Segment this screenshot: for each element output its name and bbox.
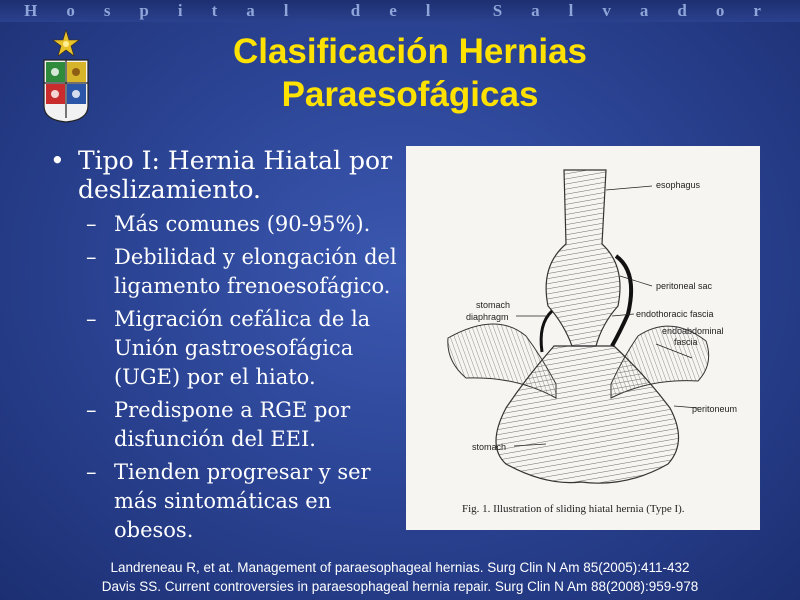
label-endothoracic-fascia: endothoracic fascia — [636, 309, 714, 319]
label-stomach-lower: stomach — [472, 442, 507, 452]
main-bullet-text: Tipo I: Hernia Hiatal por deslizamiento. — [78, 146, 393, 204]
sub-bullet-text: Migración cefálica de la Unión gastroesofágica (UGE) por el hiato. — [114, 307, 371, 389]
sub-bullet — [48, 243, 408, 301]
bullet-marker: • — [50, 146, 65, 175]
figure-caption: Fig. 1. Illustration of sliding hiatal hernia (Type I). — [462, 503, 685, 515]
sub-bullet — [48, 458, 408, 545]
sub-bullet — [48, 305, 408, 392]
label-diaphragm: diaphragm — [466, 312, 509, 322]
sub-bullet-marker: – — [86, 398, 97, 422]
institution-header: Hospital del Salvador — [0, 0, 800, 22]
main-bullet — [48, 146, 408, 204]
sub-bullet-text: Tienden progresar y ser más sintomáticas en obesos. — [114, 460, 371, 542]
shield-icon — [44, 60, 88, 122]
sub-bullet-text: Predispone a RGE por disfunción del EEI. — [114, 398, 351, 451]
sub-bullet-marker: – — [86, 307, 97, 331]
references — [0, 558, 800, 596]
reference-2: Davis SS. Current controversies in paraesophageal hernia repair. Surg Clin N Am 88(2008):959-978 — [101, 579, 699, 594]
reference-1: Landreneau R, et at. Management of paraesophageal hernias. Surg Clin N Am 85(2005):411-432 — [110, 560, 690, 575]
sub-bullet-marker: – — [86, 212, 97, 236]
star-icon — [53, 30, 79, 56]
hernia-illustration-figure — [406, 146, 760, 530]
title-line-2: Paraesofágicas — [281, 75, 539, 114]
label-stomach-upper: stomach — [476, 300, 511, 310]
sub-bullet-marker: – — [86, 245, 97, 269]
label-peritoneum: peritoneum — [692, 404, 738, 414]
title-line-1: Clasificación Hernias — [232, 32, 588, 71]
slide-title — [140, 30, 680, 116]
sub-bullet — [48, 396, 408, 454]
bullet-list — [48, 146, 408, 549]
label-peritoneal-sac: peritoneal sac — [656, 281, 713, 291]
label-esophagus: esophagus — [656, 180, 701, 190]
sub-bullet — [48, 210, 408, 239]
sub-bullet-text: Debilidad y elongación del ligamento frenoesofágico. — [114, 245, 397, 298]
sub-bullet-text: Más comunes (90-95%). — [114, 212, 371, 236]
label-endoabdominal-1: endoabdominal — [662, 326, 724, 336]
hospital-crest-logo — [38, 28, 94, 124]
sub-bullet-marker: – — [86, 460, 97, 484]
label-endoabdominal-2: fascia — [674, 337, 698, 347]
